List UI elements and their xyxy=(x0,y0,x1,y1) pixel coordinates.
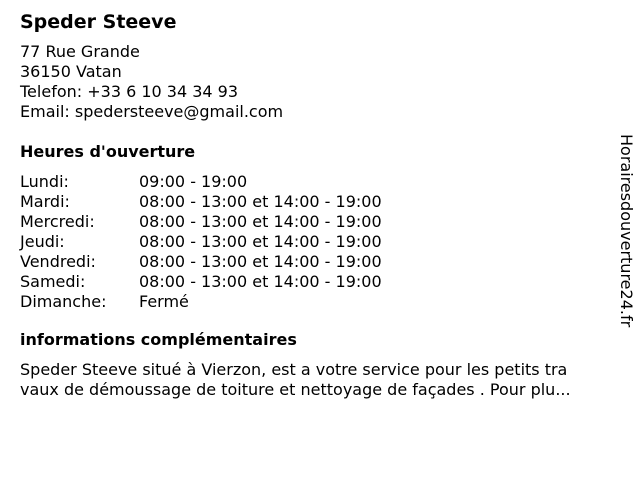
contact-block xyxy=(20,42,620,122)
site-watermark: Horairesdouverture24.fr xyxy=(617,134,636,328)
hours-row-sunday xyxy=(20,292,620,312)
hours-row-saturday xyxy=(20,272,620,292)
time-value: 08:00 - 13:00 et 14:00 - 19:00 xyxy=(139,252,382,271)
hours-row-monday xyxy=(20,172,620,192)
business-name: Speder Steeve xyxy=(20,11,177,33)
time-value: 08:00 - 13:00 et 14:00 - 19:00 xyxy=(139,232,382,251)
hours-row-friday xyxy=(20,252,620,272)
business-card xyxy=(20,10,620,400)
time-value: 08:00 - 13:00 et 14:00 - 19:00 xyxy=(139,272,382,291)
time-value: 08:00 - 13:00 et 14:00 - 19:00 xyxy=(139,212,382,231)
time-value: Fermé xyxy=(139,292,189,311)
additional-info-text xyxy=(20,360,620,400)
phone-number: Telefon: +33 6 10 34 34 93 xyxy=(20,82,239,101)
day-label: Samedi: xyxy=(20,272,86,291)
day-label: Jeudi: xyxy=(20,232,65,251)
day-label: Lundi: xyxy=(20,172,69,191)
hours-row-tuesday xyxy=(20,192,620,212)
opening-hours-heading: Heures d'ouverture xyxy=(20,142,196,161)
day-label: Dimanche: xyxy=(20,292,107,311)
day-label: Vendredi: xyxy=(20,252,96,271)
info-line-2: vaux de démoussage de toiture et nettoyage de façades . Pour plu... xyxy=(20,380,571,399)
additional-info-heading: informations complémentaires xyxy=(20,330,297,349)
time-value: 09:00 - 19:00 xyxy=(139,172,248,191)
hours-row-wednesday xyxy=(20,212,620,232)
opening-hours-table xyxy=(20,172,620,312)
info-line-1: Speder Steeve situé à Vierzon, est a votre service pour les petits tra xyxy=(20,360,568,379)
email-address: Email: spedersteeve@gmail.com xyxy=(20,102,284,121)
time-value: 08:00 - 13:00 et 14:00 - 19:00 xyxy=(139,192,382,211)
day-label: Mardi: xyxy=(20,192,70,211)
address-city: 36150 Vatan xyxy=(20,62,122,81)
hours-row-thursday xyxy=(20,232,620,252)
address-street: 77 Rue Grande xyxy=(20,42,140,61)
day-label: Mercredi: xyxy=(20,212,95,231)
